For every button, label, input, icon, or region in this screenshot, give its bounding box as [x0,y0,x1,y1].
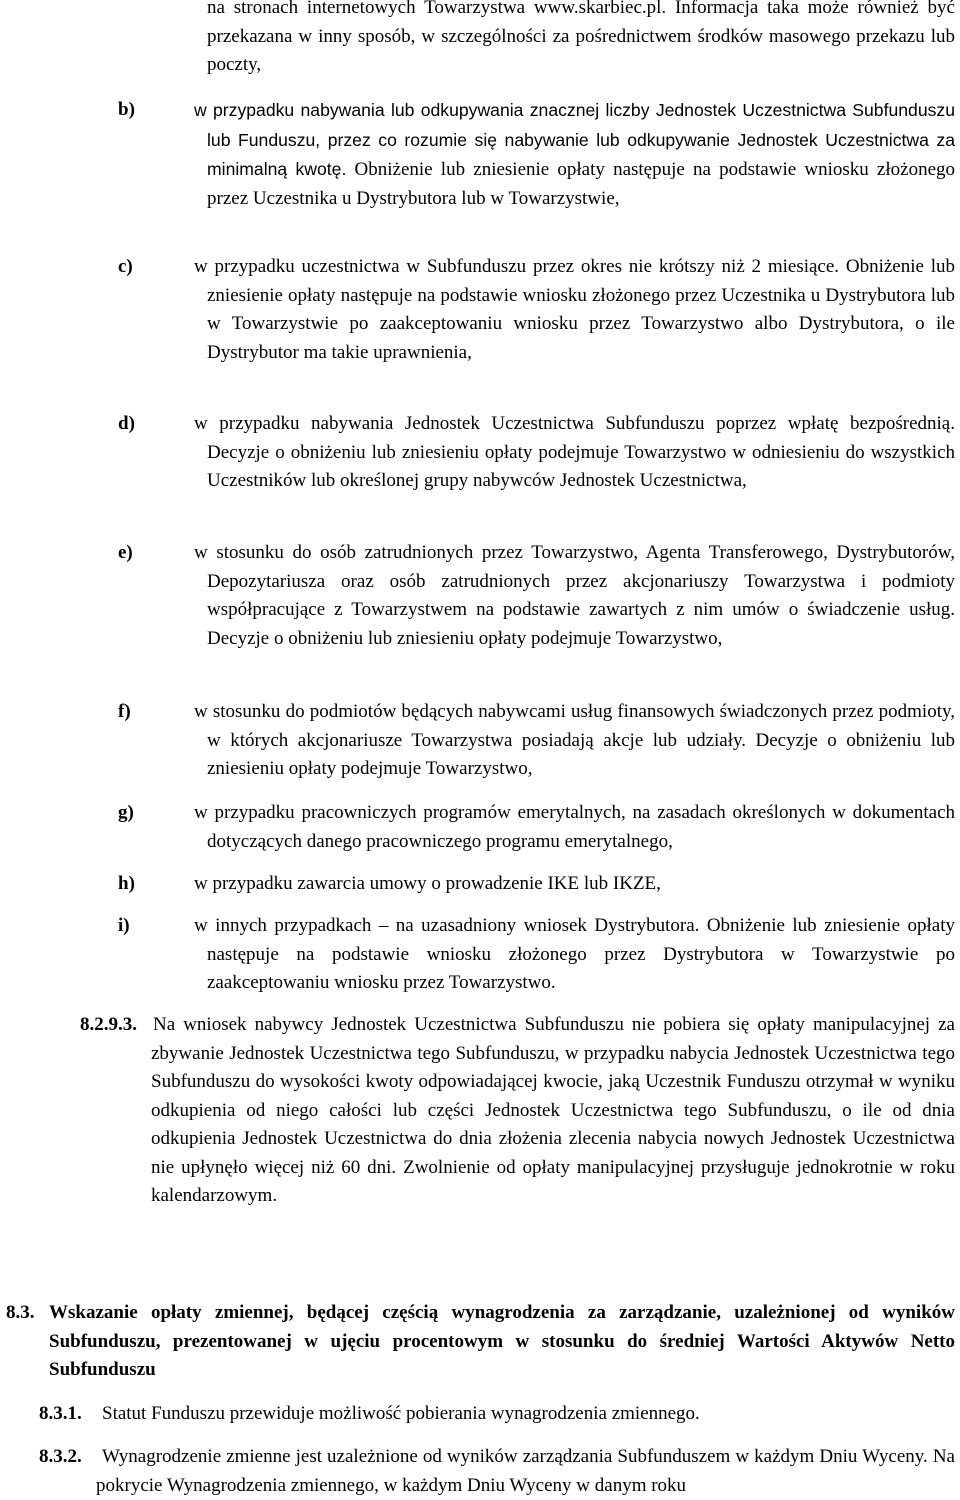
section-8-2-9-3-number: 8.2.9.3. [80,1014,137,1035]
item-label-g: g) [118,802,134,823]
item-b-lead: w przypadku nabywania lub odkupywania znacznej liczby Jednostek Uczestnictwa Subfunduszu lub Funduszu, przez co rozumie się nabywanie lub odkupywanie Jednostek Uczestnictwa za minimalną kwotę. [194,100,955,179]
item-f-text: w stosunku do podmiotów będących nabywcami usług finansowych świadczonych przez podmioty, w których akcjonariusze Towarzystwa posiadają akcje lub udziały. Decyzje o obniżeniu lub zniesieniu opłaty podejmuje Towarzystwo, [194,701,955,779]
item-label-c: c) [118,256,133,277]
item-label-e: e) [118,542,133,563]
item-b-rest: Obniżenie lub zniesienie opłaty następuje na podstawie wniosku złożonego przez Uczestnika u Dystrybutora lub w Towarzystwie, [207,159,955,209]
section-8-3-1-number: 8.3.1. [39,1403,82,1424]
item-label-d: d) [118,413,135,434]
section-8-2-9-3-text: Na wniosek nabywcy Jednostek Uczestnictwa Subfunduszu nie pobiera się opłaty manipulacyjnej za zbywanie Jednostek Uczestnictwa tego Subfunduszu, w przypadku nabycia Jednostek Uczestnictwa tego Subfunduszu do wysokości kwoty odpowiadającej kwocie, jaką Uczestnik Funduszu otrzymał w wyniku odkupienia od niego całości lub części Jednostek Uczestnictwa tego Subfunduszu, o ile od dnia odkupienia Jednostek Uczestnictwa do dnia złożenia zlecenia nabycia nowych Jednostek Uczestnictwa nie upłynęło więcej niż 60 dni. Zwolnienie od opłaty manipulacyjnej przysługuje jednokrotnie w roku kalendarzowym. [151,1014,955,1206]
item-g-text: w przypadku pracowniczych programów emerytalnych, na zasadach określonych w dokumentach dotyczących danego pracowniczego programu emerytalnego, [194,802,955,852]
section-8-3-number: 8.3. [6,1302,35,1323]
intro-paragraph: na stronach internetowych Towarzystwa www.skarbiec.pl. Informacja taka może również być przekazana w inny sposób, w szczególności za pośrednictwem środków masowego przekazu lub poczty, [207,0,955,75]
item-h-text: w przypadku zawarcia umowy o prowadzenie IKE lub IKZE, [194,873,661,894]
item-label-f: f) [118,701,131,722]
section-8-3-heading: Wskazanie opłaty zmiennej, będącej częścią wynagrodzenia za zarządzanie, uzależnionej od wyników Subfunduszu, prezentowanej w ujęciu procentowym w stosunku do średniej Wartości Aktywów Netto Subfunduszu [49,1302,955,1380]
item-c-text: w przypadku uczestnictwa w Subfunduszu przez okres nie krótszy niż 2 miesiące. Obniżenie lub zniesienie opłaty następuje na podstawie wniosku złożonego przez Uczestnika u Dystrybutora lub w Towarzystwie po zaakceptowaniu wniosku przez Towarzystwo albo Dystrybutora, o ile Dystrybutor ma takie uprawnienia, [194,256,955,363]
item-label-h: h) [118,873,135,894]
item-i-text: w innych przypadkach – na uzasadniony wniosek Dystrybutora. Obniżenie lub zniesienie opłaty następuje na podstawie wniosku złożonego przez Dystrybutora w Towarzystwie po zaakceptowaniu wniosku przez Towarzystwo. [194,915,955,993]
item-b-text [194,96,955,213]
item-e-text: w stosunku do osób zatrudnionych przez Towarzystwo, Agenta Transferowego, Dystrybutorów, Depozytariusza oraz osób zatrudnionych przez akcjonariuszy Towarzystwa i podmioty współpracujące z Towarzystwem na podstawie zawartych z nim umów o świadczenie usług. Decyzje o obniżeniu lub zniesieniu opłaty podejmuje Towarzystwo, [194,542,955,649]
item-label-i: i) [118,915,130,936]
section-8-3-1-text: Statut Funduszu przewiduje możliwość pobierania wynagrodzenia zmiennego. [102,1403,700,1424]
section-8-3-2-number: 8.3.2. [39,1446,82,1467]
item-label-b: b) [118,99,135,120]
section-8-3-2-text: Wynagrodzenie zmienne jest uzależnione od wyników zarządzania Subfunduszem w każdym Dniu Wyceny. Na pokrycie Wynagrodzenia zmiennego, w każdym Dniu Wyceny w danym roku [96,1446,955,1496]
item-d-text: w przypadku nabywania Jednostek Uczestnictwa Subfunduszu poprzez wpłatę bezpośrednią. Decyzje o obniżeniu lub zniesieniu opłaty podejmuje Towarzystwo w odniesieniu do wszystkich Uczestników lub określonej grupy nabywców Jednostek Uczestnictwa, [194,413,955,491]
